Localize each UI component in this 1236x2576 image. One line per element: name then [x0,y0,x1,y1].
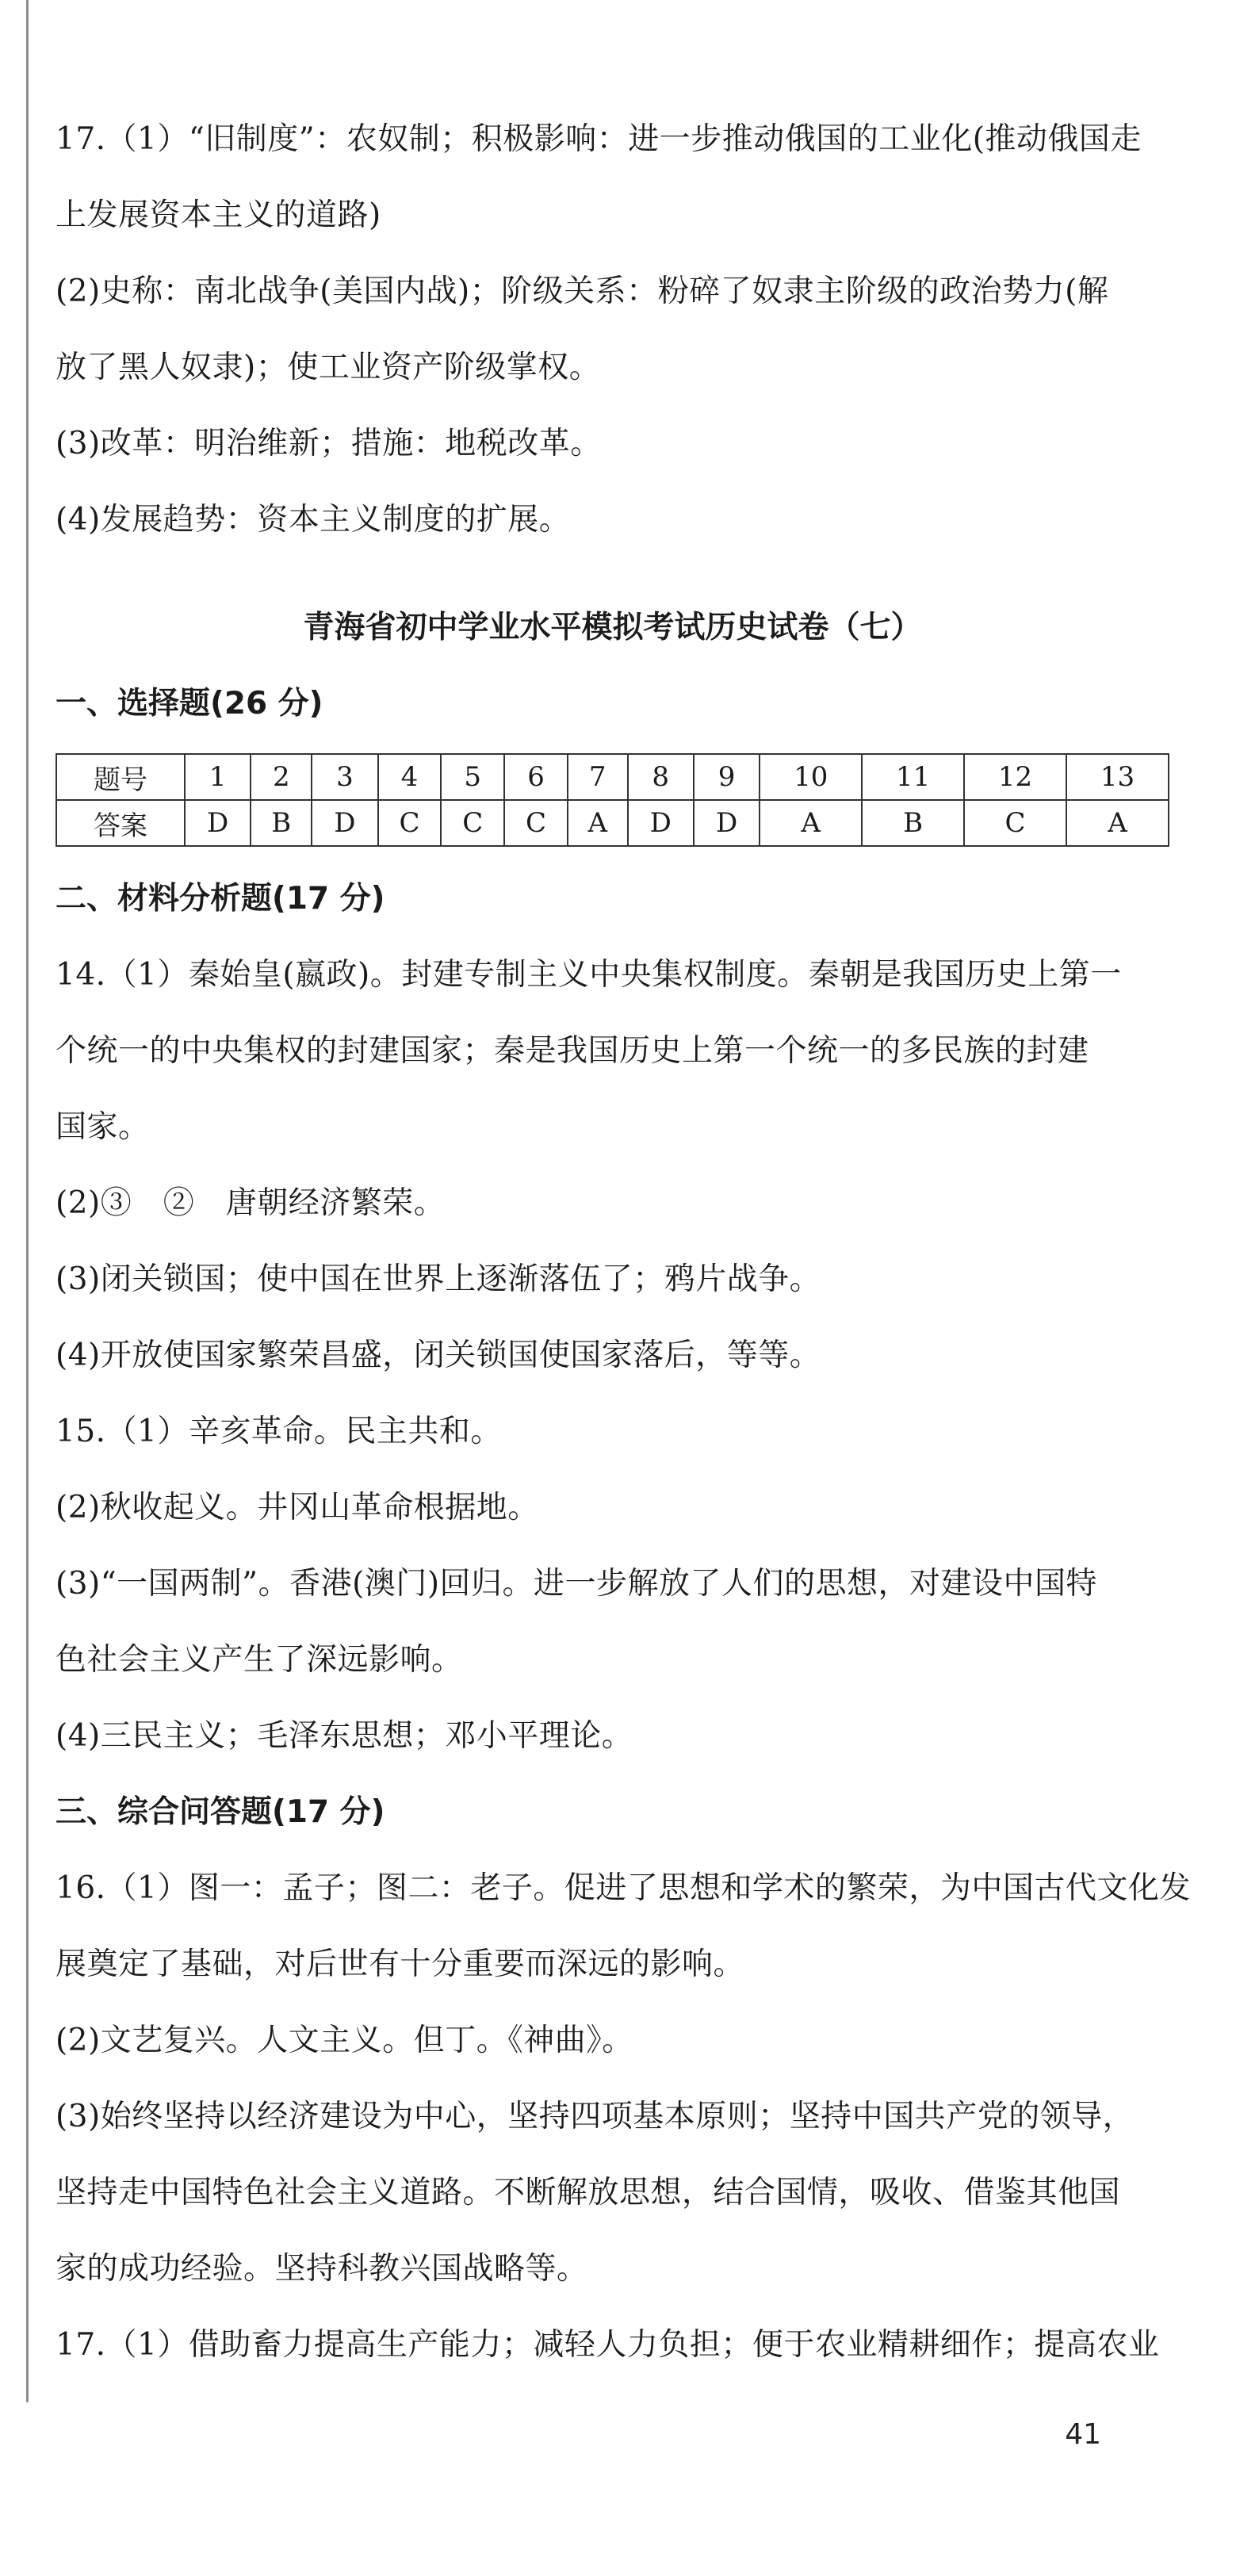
table-cell: C [964,800,1066,846]
text-line: 家的成功经验。坚持科教兴国战略等。 [55,2251,588,2287]
table-cell: 10 [760,754,862,800]
text-line: (4)开放使国家繁荣昌盛，闭关锁国使国家落后，等等。 [55,1338,821,1373]
text-line: (4)三民主义；毛泽东思想；邓小平理论。 [55,1718,633,1754]
text-line: 15.（1）辛亥革命。民主共和。 [55,1414,502,1449]
section-heading: 三、综合问答题(17 分) [55,1794,385,1830]
page-content [55,101,1191,2383]
table-cell: 13 [1066,754,1169,800]
table-cell: A [568,800,628,846]
text-line: (4)发展趋势：资本主义制度的扩展。 [55,502,571,538]
text-line: 17.（1）“旧制度”：农奴制；积极影响：进一步推动俄国的工业化(推动俄国走 [55,121,1142,157]
text-line: 上发展资本主义的道路) [55,197,381,233]
table-cell: 2 [251,754,312,800]
table-cell: B [251,800,312,846]
exam-title: 青海省初中学业水平模拟考试历史试卷（七） [303,610,922,645]
table-cell: C [441,800,504,846]
page-number: 41 [1065,2418,1101,2451]
text-line: (3)改革：明治维新；措施：地税改革。 [55,426,602,461]
table-row [56,754,1169,800]
table-cell: A [760,800,862,846]
table-cell: D [628,800,694,846]
text-line: 色社会主义产生了深远影响。 [55,1642,463,1678]
table-cell: D [312,800,377,846]
table-cell: D [694,800,760,846]
table-cell: 5 [441,754,504,800]
text-line: 17.（1）借助畜力提高生产能力；减轻人力负担；便于农业精耕细作；提高农业 [55,2327,1160,2363]
table-cell: 1 [185,754,251,800]
section-heading: 一、选择题(26 分) [55,686,323,722]
table-cell: C [504,800,568,846]
text-line: (2)史称：南北战争(美国内战)；阶级关系：粉碎了奴隶主阶级的政治势力(解 [55,274,1109,309]
table-cell: D [185,800,251,846]
table-cell: 答案 [56,800,185,846]
text-line: (2)文艺复兴。人文主义。但丁。《神曲》。 [55,2023,633,2058]
table-cell: A [1066,800,1169,846]
text-line: (3)“一国两制”。香港(澳门)回归。进一步解放了人们的思想，对建设中国特 [55,1566,1098,1602]
text-line: 国家。 [55,1109,150,1145]
table-cell: B [862,800,964,846]
text-line: 坚持走中国特色社会主义道路。不断解放思想，结合国情，吸收、借鉴其他国 [55,2175,1121,2210]
text-line: 展奠定了基础，对后世有十分重要而深远的影响。 [55,1946,745,1982]
text-line: (3)闭关锁国；使中国在世界上逐渐落伍了；鸦片战争。 [55,1261,821,1297]
text-line: (3)始终坚持以经济建设为中心，坚持四项基本原则；坚持中国共产党的领导， [55,2099,1135,2134]
table-cell: 12 [964,754,1066,800]
table-row [56,800,1169,846]
answer-table [55,753,1169,847]
margin-line [26,0,29,2402]
text-line: 个统一的中央集权的封建国家；秦是我国历史上第一个统一的多民族的封建 [55,1033,1089,1069]
section-heading: 二、材料分析题(17 分) [55,881,385,917]
table-cell: 7 [568,754,628,800]
text-line: (2)秋收起义。井冈山革命根据地。 [55,1490,539,1525]
table-cell: 9 [694,754,760,800]
table-cell: C [378,800,442,846]
table-cell: 11 [862,754,964,800]
text-line: 放了黑人奴隶)；使工业资产阶级掌权。 [55,350,601,385]
table-cell: 4 [378,754,442,800]
table-cell: 题号 [56,754,185,800]
table-cell: 6 [504,754,568,800]
text-line: 16.（1）图一：孟子；图二：老子。促进了思想和学术的繁荣，为中国古代文化发 [55,1870,1191,1906]
table-cell: 8 [628,754,694,800]
text-line: (2)③ ② 唐朝经济繁荣。 [55,1185,446,1221]
text-line: 14.（1）秦始皇(嬴政)。封建专制主义中央集权制度。秦朝是我国历史上第一 [55,957,1122,993]
table-cell: 3 [312,754,377,800]
